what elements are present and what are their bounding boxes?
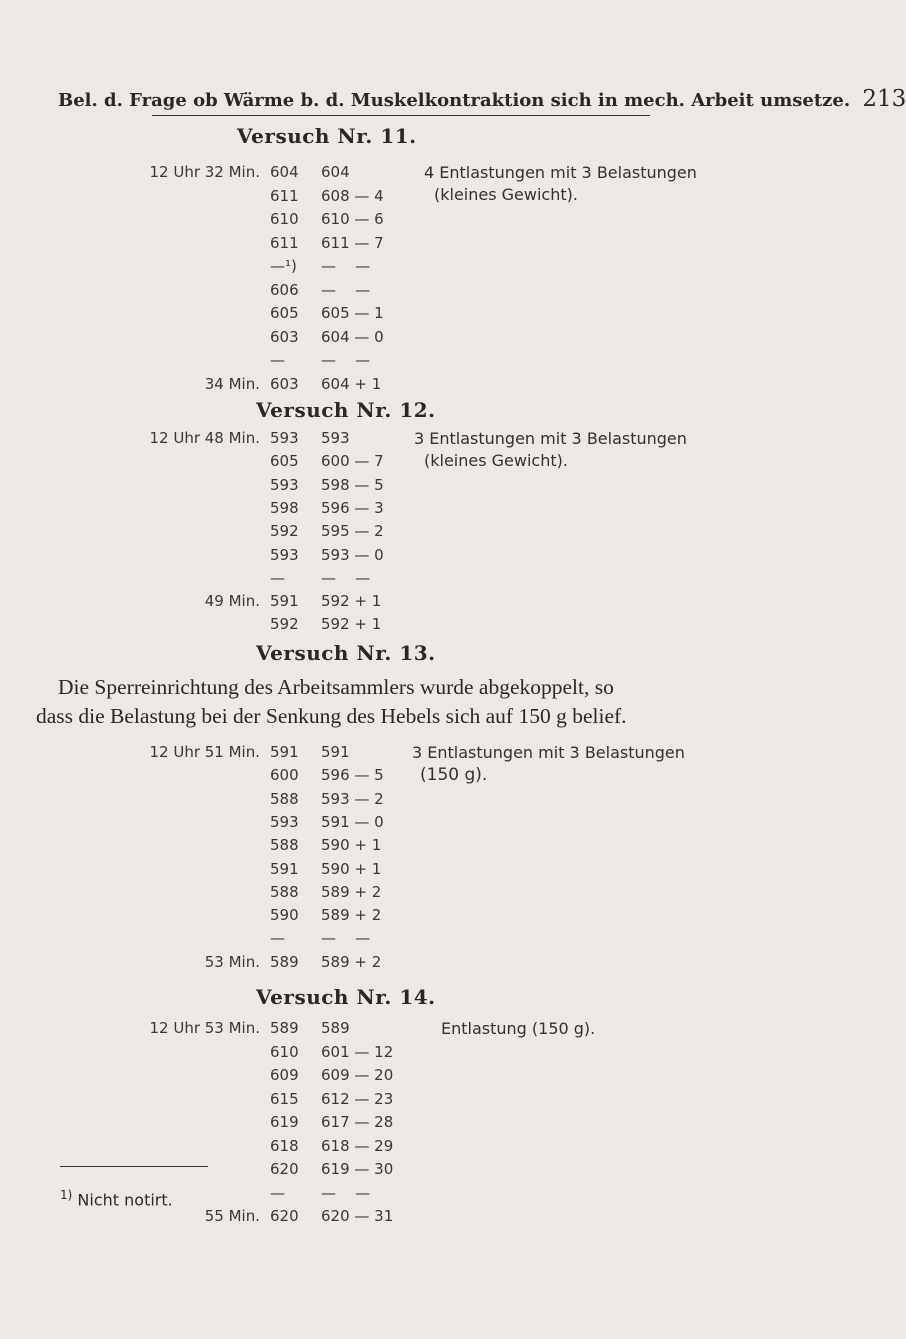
row-value-a: 606 bbox=[270, 280, 299, 299]
row-value-b: — — bbox=[321, 568, 371, 587]
table-row bbox=[0, 1043, 800, 1066]
row-value-a: 620 bbox=[270, 1160, 299, 1178]
footnote-text: Nicht notirt. bbox=[77, 1190, 173, 1210]
row-value-a: 589 bbox=[270, 952, 299, 971]
section-title-v12: Versuch Nr. 12. bbox=[256, 398, 436, 422]
row-value-b: — — bbox=[321, 1183, 371, 1202]
note-v12-line1: 3 Entlastungen mit 3 Belastungen bbox=[414, 429, 687, 448]
table-row bbox=[0, 210, 800, 233]
row-value-b: — — bbox=[321, 257, 371, 275]
row-value-a: 590 bbox=[270, 906, 299, 925]
row-value-b: 612 — 23 bbox=[321, 1089, 394, 1108]
note-v14 bbox=[441, 1019, 595, 1038]
row-value-a: 605 bbox=[270, 304, 299, 322]
row-value-b: 611 — 7 bbox=[321, 233, 384, 252]
row-value-b: 601 — 12 bbox=[321, 1042, 394, 1061]
row-value-a: 604 bbox=[270, 163, 299, 181]
row-value-a: — bbox=[270, 1183, 285, 1202]
table-row bbox=[0, 476, 800, 499]
row-value-a: — bbox=[270, 351, 285, 369]
row-value-a: 591 bbox=[270, 592, 299, 611]
row-value-b: 610 — 6 bbox=[321, 210, 384, 228]
table-row bbox=[0, 1207, 800, 1230]
section-title-v11: Versuch Nr. 11. bbox=[237, 124, 417, 148]
paragraph-v13-line1: Die Sperreinrichtung des Arbeitsammlers wurde abgekoppelt, so bbox=[58, 675, 614, 699]
note-v11-line2: (kleines Gewicht). bbox=[434, 185, 578, 204]
row-value-b: 590 + 1 bbox=[321, 836, 382, 855]
row-value-a: 592 bbox=[270, 615, 299, 634]
row-value-b: 605 — 1 bbox=[321, 304, 384, 322]
table-row bbox=[0, 836, 800, 859]
row-value-b: 620 — 31 bbox=[321, 1207, 394, 1225]
row-time: 49 Min. bbox=[204, 592, 260, 611]
row-value-a: 593 bbox=[270, 475, 299, 494]
row-value-a: 589 bbox=[270, 1019, 299, 1037]
table-row bbox=[0, 860, 800, 883]
section-title-v14: Versuch Nr. 14. bbox=[256, 985, 436, 1009]
row-value-b: 595 — 2 bbox=[321, 522, 384, 541]
note-v13-line2: (150 g). bbox=[420, 765, 488, 785]
row-value-b: 598 — 5 bbox=[321, 475, 384, 494]
row-time: 53 Min. bbox=[204, 952, 260, 971]
row-value-a: 603 bbox=[270, 327, 299, 346]
row-value-b: 589 bbox=[321, 1019, 350, 1037]
table-row bbox=[0, 234, 800, 257]
header-rule bbox=[152, 115, 650, 116]
row-value-a: 592 bbox=[270, 522, 299, 541]
note-v12-line2: (kleines Gewicht). bbox=[424, 451, 568, 470]
note-v14-line1: Entlastung (150 g). bbox=[441, 1019, 596, 1038]
row-value-b: 590 + 1 bbox=[321, 859, 382, 878]
row-value-b: — — bbox=[321, 351, 371, 369]
section-title-v13: Versuch Nr. 13. bbox=[256, 641, 436, 665]
row-value-a: 605 bbox=[270, 452, 299, 471]
table-row bbox=[0, 546, 800, 569]
row-value-b: 593 — 0 bbox=[321, 545, 384, 564]
row-value-b: 589 + 2 bbox=[321, 952, 382, 971]
table-row bbox=[0, 522, 800, 545]
footnote-rule bbox=[60, 1166, 208, 1167]
row-value-b: 604 + 1 bbox=[321, 374, 382, 393]
table-row bbox=[0, 1113, 800, 1136]
row-time: 12 Uhr 51 Min. bbox=[149, 743, 260, 761]
row-value-b: 618 — 29 bbox=[321, 1136, 394, 1155]
note-v13-line1: 3 Entlastungen mit 3 Belastungen bbox=[412, 743, 685, 762]
row-value-b: 604 — 0 bbox=[321, 327, 384, 346]
row-value-a: 619 bbox=[270, 1113, 299, 1131]
table-row bbox=[0, 906, 800, 929]
row-value-b: 596 — 5 bbox=[321, 766, 384, 785]
footnote bbox=[60, 1188, 173, 1209]
table-row bbox=[0, 1019, 800, 1042]
row-value-b: 592 + 1 bbox=[321, 615, 382, 634]
table-row bbox=[0, 929, 800, 952]
row-value-b: 609 — 20 bbox=[321, 1066, 394, 1084]
table-row bbox=[0, 953, 800, 976]
note-v13 bbox=[412, 743, 685, 785]
row-value-a: 609 bbox=[270, 1066, 299, 1084]
running-header bbox=[58, 86, 906, 112]
table-row bbox=[0, 1160, 800, 1183]
table-row bbox=[0, 281, 800, 304]
table-row bbox=[0, 1066, 800, 1089]
table-row bbox=[0, 351, 800, 374]
row-value-a: 588 bbox=[270, 882, 299, 901]
row-value-a: 615 bbox=[270, 1089, 299, 1108]
row-value-a: 588 bbox=[270, 836, 299, 855]
note-v11-line1: 4 Entlastungen mit 3 Belastungen bbox=[424, 163, 697, 182]
row-value-a: 593 bbox=[270, 429, 299, 447]
row-value-a: 593 bbox=[270, 545, 299, 564]
table-row bbox=[0, 883, 800, 906]
table-row bbox=[0, 1090, 800, 1113]
row-value-a: — bbox=[270, 929, 285, 948]
row-time: 12 Uhr 32 Min. bbox=[149, 163, 260, 181]
table-row bbox=[0, 328, 800, 351]
paragraph-v13-line2: dass die Belastung bei der Senkung des Hebels sich auf 150 g belief. bbox=[36, 704, 627, 728]
table-row bbox=[0, 615, 800, 638]
row-time: 12 Uhr 48 Min. bbox=[149, 429, 260, 447]
row-value-a: — bbox=[270, 568, 285, 587]
row-time: 55 Min. bbox=[204, 1207, 260, 1225]
row-value-b: 593 — 2 bbox=[321, 789, 384, 808]
row-value-a: 598 bbox=[270, 498, 299, 517]
row-value-b: 589 + 2 bbox=[321, 882, 382, 901]
table-row bbox=[0, 1137, 800, 1160]
row-value-b: 608 — 4 bbox=[321, 186, 384, 205]
table-row bbox=[0, 304, 800, 327]
row-value-a: —¹) bbox=[270, 257, 297, 275]
row-value-b: 600 — 7 bbox=[321, 452, 384, 471]
row-value-a: 591 bbox=[270, 743, 299, 761]
row-value-a: 591 bbox=[270, 859, 299, 878]
row-value-b: 604 bbox=[321, 163, 350, 181]
row-value-a: 600 bbox=[270, 766, 299, 785]
row-value-b: 591 bbox=[321, 743, 350, 761]
row-time: 12 Uhr 53 Min. bbox=[149, 1019, 260, 1037]
row-value-a: 611 bbox=[270, 186, 299, 205]
note-v12 bbox=[414, 429, 687, 470]
row-value-b: 591 — 0 bbox=[321, 812, 384, 831]
row-value-a: 593 bbox=[270, 812, 299, 831]
table-row bbox=[0, 790, 800, 813]
table-row bbox=[0, 257, 800, 280]
row-value-a: 620 bbox=[270, 1207, 299, 1225]
row-value-a: 603 bbox=[270, 374, 299, 393]
row-value-b: 619 — 30 bbox=[321, 1160, 394, 1178]
row-value-b: 589 + 2 bbox=[321, 906, 382, 925]
table-row bbox=[0, 592, 800, 615]
running-title: Bel. d. Frage ob Wärme b. d. Muskelkontraktion sich in mech. Arbeit umsetze. bbox=[58, 90, 851, 111]
table-row bbox=[0, 569, 800, 592]
footnote-mark: 1) bbox=[60, 1188, 73, 1202]
row-value-b: 596 — 3 bbox=[321, 498, 384, 517]
paragraph-v13 bbox=[36, 673, 796, 731]
row-value-a: 610 bbox=[270, 210, 299, 228]
row-value-a: 588 bbox=[270, 789, 299, 808]
page-number: 213 bbox=[862, 86, 906, 112]
table-row bbox=[0, 813, 800, 836]
row-value-b: 592 + 1 bbox=[321, 592, 382, 611]
table-row bbox=[0, 375, 800, 398]
row-value-b: — — bbox=[321, 280, 371, 299]
row-value-a: 618 bbox=[270, 1136, 299, 1155]
row-value-a: 611 bbox=[270, 233, 299, 252]
row-value-b: — — bbox=[321, 929, 371, 948]
row-time: 34 Min. bbox=[204, 374, 260, 393]
row-value-b: 617 — 28 bbox=[321, 1113, 394, 1131]
table-row bbox=[0, 499, 800, 522]
row-value-a: 610 bbox=[270, 1042, 299, 1061]
note-v11 bbox=[424, 163, 697, 204]
row-value-b: 593 bbox=[321, 429, 350, 447]
